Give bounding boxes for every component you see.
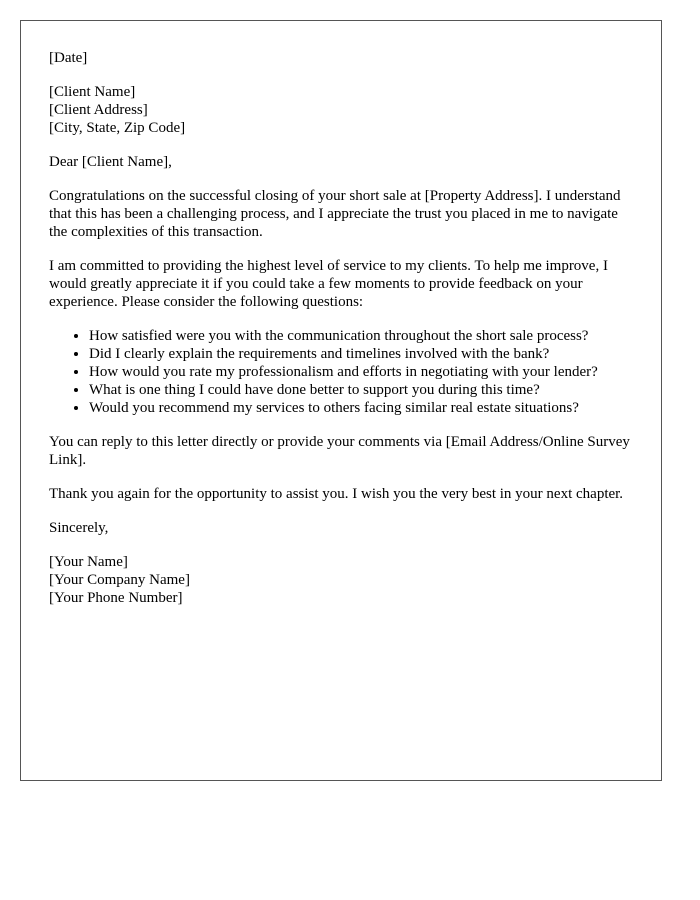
recipient-city: [City, State, Zip Code] <box>49 120 186 136</box>
list-item: • Did I clearly explain the requirements and timelines involved with the bank? <box>89 345 632 363</box>
reply-paragraph: You can reply to this letter directly or provide your comments via [Email Address/Online Survey Link]. <box>49 434 630 468</box>
list-item: • How would you rate my professionalism and efforts in negotiating with your lender? <box>89 363 632 381</box>
questions-list <box>49 327 632 417</box>
feedback-paragraph: I am committed to providing the highest level of service to my clients. To help me improve, I would greatly appreciate it if you could take a few moments to provide feedback on your experience. Please consider the following questions: <box>49 258 608 310</box>
intro-paragraph: Congratulations on the successful closing of your short sale at [Property Address]. I understand that this has been a challenging process, and I appreciate the trust you placed in me to navigate the complexities of this transaction. <box>49 188 621 240</box>
recipient-address: [Client Address] <box>49 102 148 118</box>
list-item: • How satisfied were you with the communication throughout the short sale process? <box>89 327 632 345</box>
recipient-block <box>49 83 632 137</box>
thanks-paragraph: Thank you again for the opportunity to assist you. I wish you the very best in your next chapter. <box>49 486 624 502</box>
sender-phone: [Your Phone Number] <box>49 590 183 606</box>
list-item: • Would you recommend my services to others facing similar real estate situations? <box>89 399 632 417</box>
salutation: Dear [Client Name], <box>49 154 172 170</box>
closing: Sincerely, <box>49 520 109 536</box>
signature-block <box>49 553 632 607</box>
letter <box>20 20 662 781</box>
recipient-name: [Client Name] <box>49 84 136 100</box>
list-item: • What is one thing I could have done better to support you during this time? <box>89 381 632 399</box>
date: [Date] <box>49 50 88 66</box>
sender-company: [Your Company Name] <box>49 572 190 588</box>
sender-name: [Your Name] <box>49 554 128 570</box>
